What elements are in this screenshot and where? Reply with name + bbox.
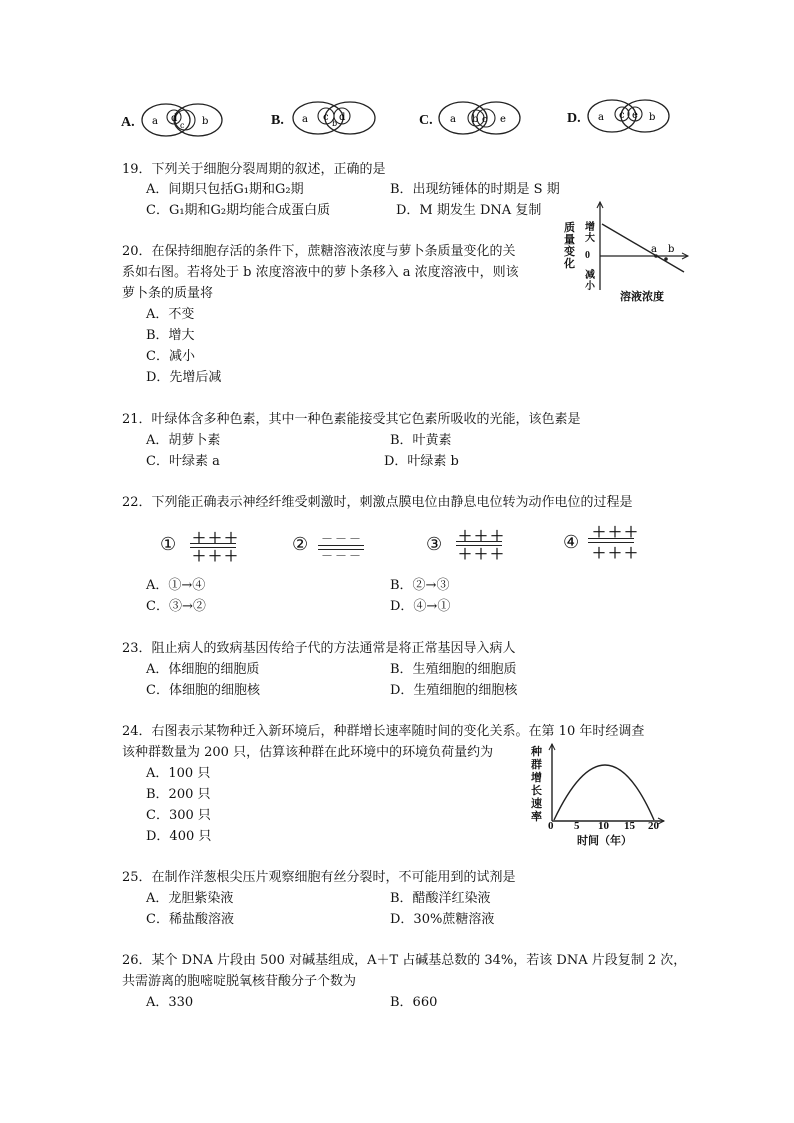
charge-bottom: ＋＋＋ xyxy=(592,546,640,562)
q22-stem: 22．下列能正确表示神经纤维受刺激时，刺激点膜电位由静息电位转为动作电位的过程是 xyxy=(122,495,633,510)
venn-letter: b xyxy=(332,119,338,128)
q19-option-c: C．G₁期和G₂期均能合成蛋白质 xyxy=(146,203,331,218)
venn-letter: c xyxy=(482,115,488,125)
q21-option-d: D．叶绿素 b xyxy=(384,454,459,469)
q20-fig-xlabel: 溶液浓度 xyxy=(620,291,664,303)
q24-tick-15: 15 xyxy=(624,820,635,832)
venn-letter: e xyxy=(632,110,638,121)
q18-option-a-label: A. xyxy=(121,115,135,130)
q18-option-b-label: B. xyxy=(271,113,284,128)
point-b-label: b xyxy=(668,244,675,255)
q23-option-d: D．生殖细胞的细胞核 xyxy=(390,683,518,698)
q23-stem: 23．阻止病人的致病基因传给子代的方法通常是将正常基因导入病人 xyxy=(122,641,516,656)
charge-top: ＋＋＋ xyxy=(192,531,240,547)
q25-option-d: D．30%蔗糖溶液 xyxy=(390,912,495,927)
q24-graph xyxy=(546,740,666,830)
q22-fig3-number: ③ xyxy=(426,534,443,555)
charge-bottom: －－－ xyxy=(321,549,364,563)
venn-letter: a xyxy=(450,114,456,125)
venn-letter: c xyxy=(619,110,625,121)
venn-letter: a xyxy=(598,112,604,123)
q23-option-a: A．体细胞的细胞质 xyxy=(146,662,260,677)
q20-option-b: B．增大 xyxy=(146,328,195,343)
q26-stem-line2: 共需游离的胞嘧啶脱氧核苷酸分子个数为 xyxy=(122,974,357,989)
venn-letter: d xyxy=(171,113,178,124)
q18-option-c-figure xyxy=(436,98,526,138)
q25-option-a: A．龙胆紫染液 xyxy=(146,891,234,906)
q20-fig-decrease: 减小 xyxy=(585,270,595,292)
q18-option-d-figure xyxy=(584,96,676,136)
q22-fig2-number: ② xyxy=(292,534,309,555)
q24-fig-xlabel: 时间（年） xyxy=(577,835,632,847)
q21-option-b: B．叶黄素 xyxy=(390,433,452,448)
q23-option-c: C．体细胞的细胞核 xyxy=(146,683,260,698)
charge-bottom: ＋＋＋ xyxy=(192,549,240,565)
q24-option-d: D．400 只 xyxy=(146,829,212,844)
q22-option-b: B．②→③ xyxy=(390,578,450,593)
q19-option-a: A．间期只包括G₁期和G₂期 xyxy=(146,182,304,197)
q22-option-d: D．④→① xyxy=(390,599,451,614)
q26-stem-line1: 26．某个 DNA 片段由 500 对碱基组成，A＋T 占碱基总数的 34%，若该 DNA 片段复制 2 次， xyxy=(122,953,687,968)
membrane-line xyxy=(456,541,502,542)
membrane-line xyxy=(318,545,364,546)
q24-tick-0: 0 xyxy=(548,820,554,832)
q20-graph xyxy=(596,200,696,295)
q25-stem: 25．在制作洋葱根尖压片观察细胞有丝分裂时，不可能用到的试剂是 xyxy=(122,870,516,885)
q20-stem-line2: 系如右图。若将处于 b 浓度溶液中的萝卜条移入 a 浓度溶液中，则该 xyxy=(122,265,519,280)
q20-fig-ylabel: 质量变化 xyxy=(564,222,575,270)
q20-fig-increase: 增大 xyxy=(585,222,595,244)
q21-option-a: A．胡萝卜素 xyxy=(146,433,221,448)
q22-option-c: C．③→② xyxy=(146,599,206,614)
membrane-line xyxy=(588,538,634,539)
venn-letter: d xyxy=(339,112,346,123)
q18-option-b-figure xyxy=(288,98,383,138)
q24-tick-5: 5 xyxy=(574,820,580,832)
venn-letter: e xyxy=(500,114,506,125)
point-b xyxy=(664,257,668,261)
q19-option-b: B．出现纺锤体的时期是 S 期 xyxy=(390,182,560,197)
q24-option-c: C．300 只 xyxy=(146,808,211,823)
q20-stem-line1: 20．在保持细胞存活的条件下，蔗糖溶液浓度与萝卜条质量变化的关 xyxy=(122,244,516,259)
growth-rate-curve xyxy=(554,765,654,820)
q21-option-c: C．叶绿素 a xyxy=(146,454,220,469)
charge-top: －－－ xyxy=(321,532,364,546)
charge-bottom: ＋＋＋ xyxy=(458,547,506,563)
q24-option-a: A．100 只 xyxy=(146,766,211,781)
venn-circle xyxy=(175,110,195,130)
q24-tick-10: 10 xyxy=(598,820,609,832)
q24-stem-line1: 24．右图表示某物种迁入新环境后，种群增长速率随时间的变化关系。在第 10 年时经调查 xyxy=(122,724,645,739)
q18-option-c-label: C. xyxy=(419,113,433,128)
venn-letter: a xyxy=(152,116,158,127)
venn-circle xyxy=(174,104,222,136)
q24-fig-ylabel: 种群增长速率 xyxy=(531,746,542,823)
q20-stem-line3: 萝卜条的质量将 xyxy=(122,286,214,301)
q25-option-b: B．醋酸洋红染液 xyxy=(390,891,491,906)
q18-option-d-label: D. xyxy=(567,111,581,126)
q25-option-c: C．稀盐酸溶液 xyxy=(146,912,234,927)
q23-option-b: B．生殖细胞的细胞质 xyxy=(390,662,517,677)
venn-letter: c xyxy=(323,112,329,123)
charge-top: ＋＋＋ xyxy=(592,525,640,541)
q20-option-a: A．不变 xyxy=(146,307,195,322)
q20-fig-zero: 0 xyxy=(585,250,590,261)
venn-circle xyxy=(142,104,190,136)
q18-option-a-figure xyxy=(138,100,228,140)
q20-option-c: C．减小 xyxy=(146,349,195,364)
venn-letter: a xyxy=(302,114,308,125)
point-a-label: a xyxy=(651,244,657,255)
q26-option-b: B．660 xyxy=(390,995,438,1010)
venn-letter: b xyxy=(202,116,209,127)
q22-fig1-number: ① xyxy=(160,534,177,555)
q24-stem-line2: 该种群数量为 200 只，估算该种群在此环境中的环境负荷量约为 xyxy=(122,745,494,760)
q26-option-a: A．330 xyxy=(146,995,194,1010)
venn-letter: b xyxy=(649,112,656,123)
q20-option-d: D．先增后减 xyxy=(146,370,222,385)
q21-stem: 21．叶绿体含多种色素，其中一种色素能接受其它色素所吸收的光能，该色素是 xyxy=(122,412,581,427)
q22-fig4-number: ④ xyxy=(563,532,580,553)
q24-option-b: B．200 只 xyxy=(146,787,211,802)
q19-option-d: D．M 期发生 DNA 复制 xyxy=(396,203,542,218)
q19-stem: 19．下列关于细胞分裂周期的叙述，正确的是 xyxy=(122,162,386,177)
venn-letter: c xyxy=(180,121,185,130)
venn-letter: b xyxy=(472,114,479,125)
venn-circle xyxy=(472,102,520,134)
membrane-line xyxy=(190,543,236,544)
q24-tick-20: 20 xyxy=(648,820,659,832)
charge-top: ＋＋＋ xyxy=(458,529,506,545)
q22-option-a: A．①→④ xyxy=(146,578,206,593)
